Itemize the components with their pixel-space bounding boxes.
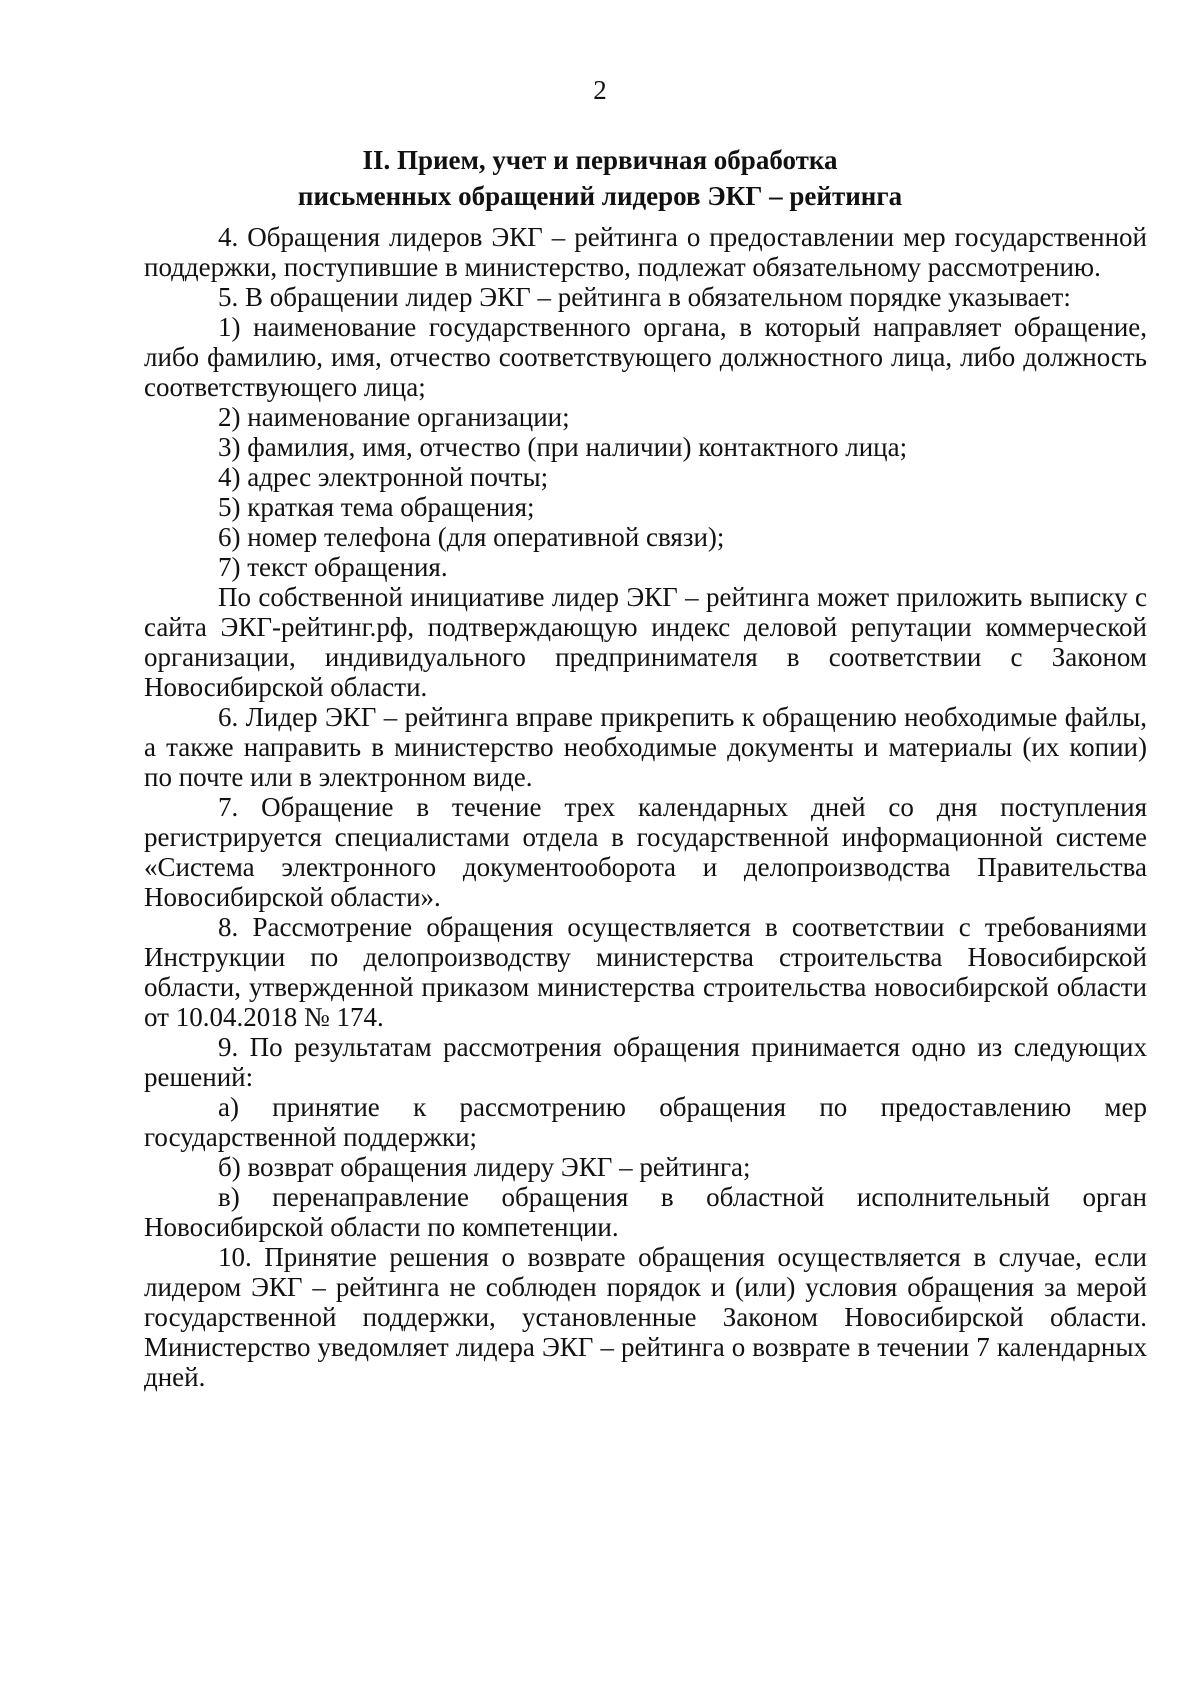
list-item-5: 5) краткая тема обращения;: [218, 492, 535, 522]
section-heading-line-1: II. Прием, учет и первичная обработка: [362, 145, 838, 175]
paragraph-5: 5. В обращении лидер ЭКГ – рейтинга в обязательном порядке указывает:: [218, 282, 1071, 312]
decision-item-c: в) перенаправление обращения в областной исполнительный орган Новосибирской области по компетенции.: [144, 1182, 1147, 1242]
list-item-3: 3) фамилия, имя, отчество (при наличии) контактного лица;: [218, 432, 908, 462]
list-item-7: 7) текст обращения.: [218, 552, 448, 582]
list-item-2: 2) наименование организации;: [218, 402, 570, 432]
paragraph-7: 7. Обращение в течение трех календарных дней со дня поступления регистрируется специалистами отдела в государственной информационной системе «Система электронного документооборота и делопроизводства Правительства Новосибирской области».: [144, 792, 1147, 912]
decision-item-b: б) возврат обращения лидеру ЭКГ – рейтинга;: [218, 1152, 751, 1182]
document-body: [144, 222, 1147, 1392]
section-heading: [140, 142, 1060, 214]
paragraph-6: 6. Лидер ЭКГ – рейтинга вправе прикрепить к обращению необходимые файлы, а также направить в министерство необходимые документы и материалы (их копии) по почте или в электронном виде.: [144, 702, 1147, 792]
paragraph-9: 9. По результатам рассмотрения обращения принимается одно из следующих решений:: [144, 1032, 1147, 1092]
list-item-6: 6) номер телефона (для оперативной связи);: [218, 522, 725, 552]
paragraph-8: 8. Рассмотрение обращения осуществляется в соответствии с требованиями Инструкции по делопроизводству министерства строительства Новосибирской области, утвержденной приказом министерства строительства новосибирской области от 10.04.2018 № 174.: [144, 912, 1147, 1032]
decision-item-a: а) принятие к рассмотрению обращения по предоставлению мер государственной поддержки;: [144, 1092, 1147, 1152]
page-number: 2: [593, 75, 607, 105]
paragraph-10: 10. Принятие решения о возврате обращения осуществляется в случае, если лидером ЭКГ – рейтинга не соблюден порядок и (или) условия обращения за мерой государственной поддержки, установленные Законом Новосибирской области. Министерство уведомляет лидера ЭКГ – рейтинга о возврате в течении 7 календарных дней.: [144, 1242, 1147, 1392]
section-heading-line-2: письменных обращений лидеров ЭКГ – рейтинга: [297, 181, 903, 211]
list-item-1: 1) наименование государственного органа, в который направляет обращение, либо фамилию, имя, отчество соответствующего должностного лица, либо должность соответствующего лица;: [144, 312, 1147, 402]
list-item-4: 4) адрес электронной почты;: [218, 462, 549, 492]
paragraph-initiative: По собственной инициативе лидер ЭКГ – рейтинга может приложить выписку с сайта ЭКГ-рейтинг.рф, подтверждающую индекс деловой репутации коммерческой организации, индивидуального предпринимателя в соответствии с Законом Новосибирской области.: [144, 582, 1147, 702]
paragraph-4: 4. Обращения лидеров ЭКГ – рейтинга о предоставлении мер государственной поддержки, поступившие в министерство, подлежат обязательному рассмотрению.: [144, 222, 1147, 282]
